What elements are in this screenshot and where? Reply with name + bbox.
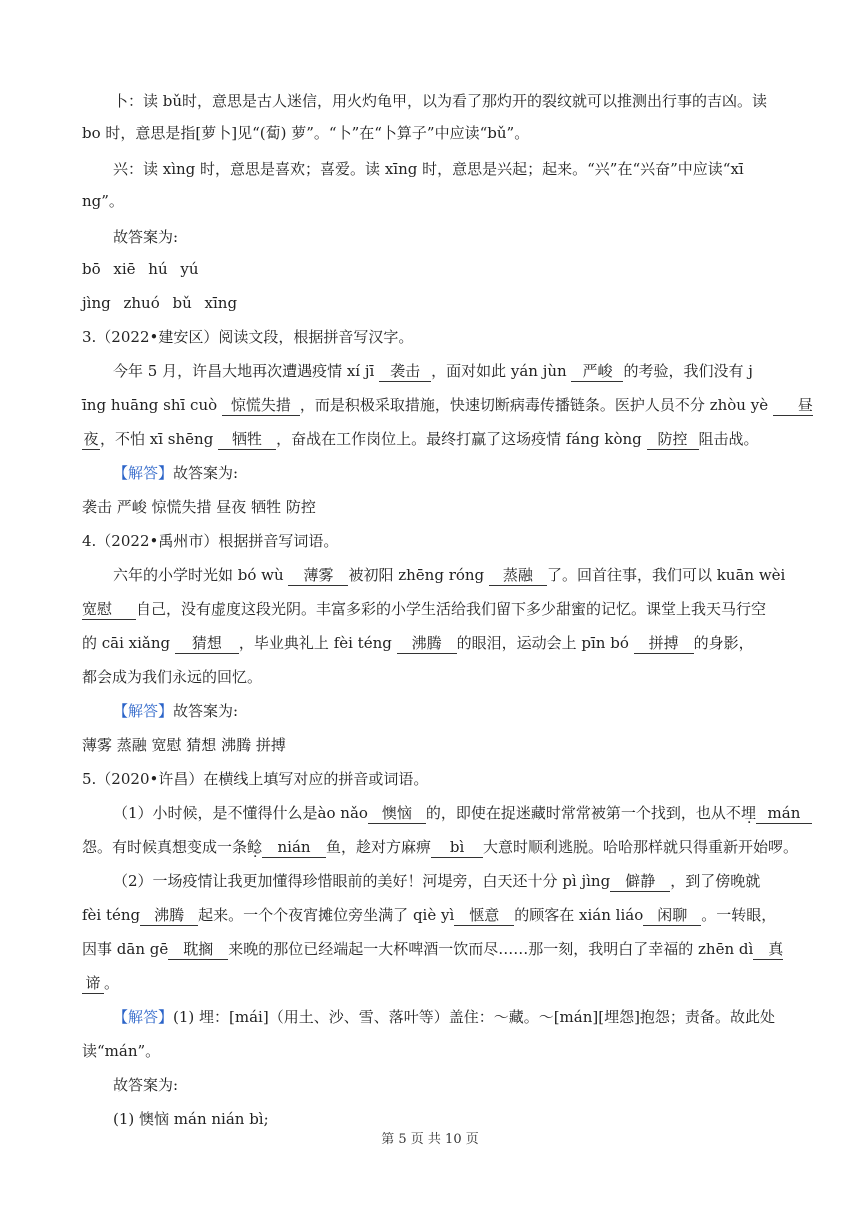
- blank: 拼搏: [634, 633, 694, 654]
- blank: 防控: [647, 429, 699, 450]
- blank: bì: [431, 837, 483, 858]
- q5-answer-1: 【解答】(1) 埋：[mái]（用土、沙、雪、落叶等）盖住：～藏。～[mán][埋怨]抱怨；责备。故此处: [113, 1008, 775, 1026]
- q5-s2-line-1: （2）一场疫情让我更加懂得珍惜眼前的美好！河堤旁，白天还十分 pì jìng 僻静 ，到了傍晚就: [113, 872, 761, 890]
- q4-line-4: 都会成为我们永远的回忆。: [82, 668, 263, 686]
- q3-title: 3.（2022•建安区）阅读文段，根据拼音写汉字。: [82, 328, 414, 346]
- q5-answer-2: 读“mán”。: [82, 1042, 161, 1060]
- q5-s1-line-2: 怨。有时候真想变成一条鲶 nián 鱼，趁对方麻痹 bì 大意时顺利逃脱。哈哈那样就只得重新开始啰。: [82, 838, 799, 856]
- paragraph-bu-2: bo 时，意思是指[萝卜]见“(蔔) 萝”。“卜”在“卜算子”中应读“bǔ”。: [82, 124, 530, 142]
- q5-s2-line-2: fèi téng 沸腾 起来。一个个夜宵摊位旁坐满了 qiè yì 惬意 的顾客在 xián liáo 闲聊 。一转眼，: [82, 906, 777, 924]
- q3-line-2: īng huāng shī cuò 惊慌失措 ，而是积极采取措施，快速切断病毒传播链条。医护人员不分 zhòu yè 昼: [82, 396, 813, 414]
- blank: 僻静: [610, 871, 670, 892]
- q4-line-2: 宽慰 自己，没有虚度这段光阴。丰富多彩的小学生活给我们留下多少甜蜜的记忆。课堂上我天马行空: [82, 600, 767, 618]
- q5-s2-line-3: 因事 dān gē 耽搁 来晚的那位已经端起一大杯啤酒一饮而尽……那一刻，我明白了幸福的 zhēn dì 真: [82, 940, 784, 958]
- answer-keyword: 【解答】: [113, 464, 174, 482]
- blank: 蒸融: [489, 565, 547, 586]
- blank: nián: [262, 837, 326, 858]
- answer-keyword: 【解答】: [113, 702, 174, 720]
- q5-s2-line-4: 谛 。: [82, 972, 782, 994]
- blank: 猜想: [175, 633, 239, 654]
- answer-row-1: bō xiē hú yú: [82, 260, 199, 278]
- blank: 袭击: [379, 361, 431, 382]
- q4-line-1: 六年的小学时光如 bó wù 薄雾 被初阳 zhēng róng 蒸融 了。回首往事，我们可以 kuān wèi: [113, 566, 786, 584]
- blank: 耽搁: [168, 939, 228, 960]
- q4-answer: 【解答】故答案为:: [113, 702, 239, 720]
- blank: 沸腾: [397, 633, 457, 654]
- answer-row-2: jìng zhuó bǔ xīng: [82, 294, 238, 312]
- q3-line-3: 夜 ，不怕 xī shēng 牺牲 ，奋战在工作岗位上。最终打赢了这场疫情 fáng kòng 防控 阻击战。: [83, 430, 759, 448]
- blank: 惊慌失措: [222, 395, 300, 416]
- q3-answer-row: 袭击 严峻 惊慌失措 昼夜 牺牲 防控: [82, 498, 316, 516]
- paragraph-xing-1: 兴：读 xìng 时，意思是喜欢；喜爱。读 xīng 时，意思是兴起；起来。“兴”在“兴奋”中应读“xī: [113, 160, 744, 178]
- q5-s1-line-1: （1）小时候，是不懂得什么是ào nǎo 懊恼 的，即使在捉迷藏时常常被第一个找到，也从不埋 mán: [113, 802, 813, 824]
- q3-line-1: 今年 5 月，许昌大地再次遭遇疫情 xí jī 袭击 ，面对如此 yán jùn 严峻 的考验，我们没有 j: [113, 362, 753, 380]
- blank: 宽慰: [82, 599, 136, 620]
- q5-answer-label: 故答案为:: [113, 1076, 179, 1094]
- blank: 谛: [82, 973, 104, 994]
- q4-line-3: 的 cāi xiǎng 猜想 ，毕业典礼上 fèi téng 沸腾 的眼泪，运动会上 pīn bó 拼搏 的身影，: [82, 634, 754, 652]
- blank: 真: [753, 939, 783, 960]
- answer-label: 故答案为:: [113, 228, 179, 246]
- q3-answer: 【解答】故答案为:: [113, 464, 239, 482]
- q4-answer-row: 薄雾 蒸融 宽慰 猜想 沸腾 拼搏: [82, 736, 286, 754]
- page-footer: 第 5 页 共 10 页: [381, 1132, 479, 1147]
- paragraph-xing-2: ng”。: [82, 192, 124, 210]
- blank: 薄雾: [288, 565, 348, 586]
- blank: 昼: [773, 395, 813, 416]
- blank: 夜: [83, 430, 99, 448]
- blank: 闲聊: [643, 905, 701, 926]
- blank: 沸腾: [140, 905, 198, 926]
- q4-title: 4.（2022•禹州市）根据拼音写词语。: [82, 532, 339, 550]
- blank: 严峻: [571, 361, 623, 382]
- blank: mán: [756, 803, 812, 824]
- answer-keyword: 【解答】: [113, 1008, 174, 1026]
- blank: 牺牲: [218, 429, 276, 450]
- q5-answer-row: (1) 懊恼 mán nián bì;: [113, 1110, 269, 1128]
- blank: 懊恼: [368, 803, 426, 824]
- blank: 惬意: [454, 905, 514, 926]
- q5-title: 5.（2020•许昌）在横线上填写对应的拼音或词语。: [82, 770, 429, 788]
- paragraph-bu-1: 卜：读 bǔ时，意思是古人迷信，用火灼龟甲，以为看了那灼开的裂纹就可以推测出行事的吉凶。读: [113, 92, 768, 110]
